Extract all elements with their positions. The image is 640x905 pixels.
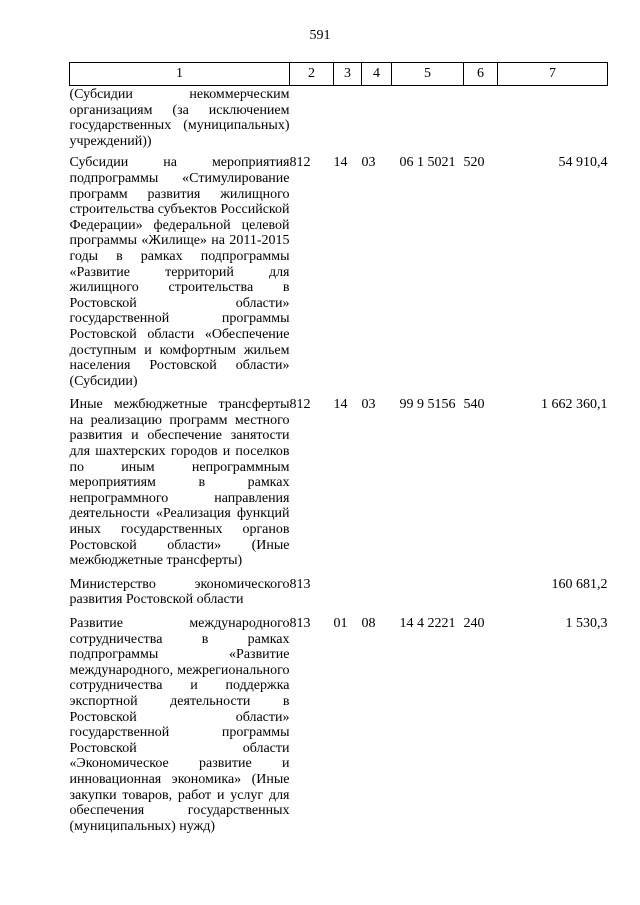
row-ministry-code: 812 [289,155,311,171]
row-amount: 54 910,4 [558,155,608,171]
row-description: Развитие международного сотрудничества в рамках подпрограммы «Развитие международного, межрегионального сотрудничества и поддержка экспортной деятельности в Ростовской области» государственной программы Ростовской области «Экономическое развитие и инновационная экономика» (Иные закупки товаров, работ и услуг для обеспечения государственных (муниципальных) нужд) [69,616,290,834]
row-amount: 1 662 360,1 [541,397,608,413]
row-ministry-code: 812 [289,397,311,413]
page-number: 591 [309,28,331,43]
row-target-article: 99 9 5156 [399,397,456,413]
header-col-4: 4 [362,63,392,86]
row-section: 01 [333,616,348,631]
row-amount [498,86,608,156]
row-description: Субсидии на мероприятия подпрограммы «Стимулирование программ развития жилищного строительства субъектов Российской Федерации» федеральной целевой программы «Жилище» на 2011-2015 годы в рамках подпрограммы «Развитие территорий для жилищного строительства в Ростовской области» государственной программы Ростовской области «Обеспечение доступным и комфортным жильем населения Ростовской области» (Субсидии) [69,155,290,389]
header-col-1: 1 [70,63,290,86]
table-row [70,155,608,397]
table-row [70,86,608,156]
row-section [334,577,362,616]
row-expense-type: 240 [463,616,485,631]
table-row [70,397,608,577]
row-amount: 1 530,3 [565,616,608,631]
row-section [334,86,362,156]
header-col-2: 2 [290,63,334,86]
row-ministry-code: 813 [289,576,311,592]
row-target-article [392,86,464,156]
budget-table [69,62,608,842]
row-expense-type: 540 [463,397,485,413]
table-row [70,577,608,616]
row-amount: 160 681,2 [551,576,608,592]
header-col-3: 3 [334,63,362,86]
row-section: 14 [333,397,348,413]
row-section: 14 [333,155,348,171]
row-subsection [362,577,392,616]
row-target-article [392,577,464,616]
row-subsection: 08 [361,616,376,631]
row-ministry-code: 813 [289,616,311,631]
row-subsection: 03 [361,397,376,413]
row-expense-type: 520 [463,155,485,171]
table-header [70,63,608,86]
header-col-5: 5 [392,63,464,86]
header-col-7: 7 [498,63,608,86]
row-description: Министерство экономического развития Ростовской области [69,576,290,608]
row-subsection [362,86,392,156]
header-col-6: 6 [464,63,498,86]
row-target-article: 14 4 2221 [399,616,456,631]
table-row [70,616,608,842]
row-subsection: 03 [361,155,376,171]
row-expense-type [464,86,498,156]
row-target-article: 06 1 5021 [399,155,456,171]
row-description: (Субсидии некоммерческим организациям (за исключением государственных (муниципальных) учреждений)) [69,87,290,149]
row-description: Иные межбюджетные трансферты на реализацию программ местного развития и обеспечение занятости для шахтерских городов и поселков по иным непрограммным мероприятиям в рамках непрограммного направления деятельности «Реализация функций иных государственных органов Ростовской области» (Иные межбюджетные трансферты) [69,397,290,569]
row-expense-type [464,577,498,616]
row-ministry-code [290,86,334,156]
